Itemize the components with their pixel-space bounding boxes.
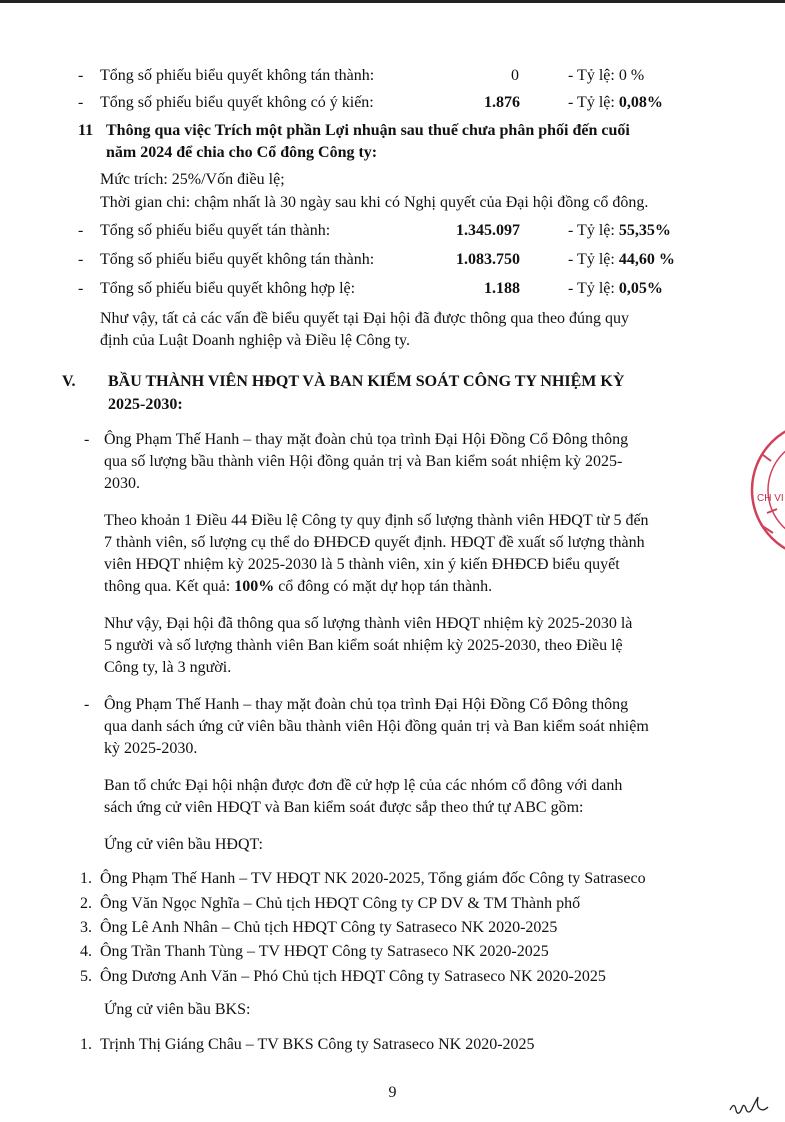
paragraph-line: Như vậy, Đại hội đã thông qua số lượng thành viên HĐQT nhiệm kỳ 2025-2030 là xyxy=(104,615,633,632)
paragraph-line: qua số lượng bầu thành viên Hội đồng quản trị và Ban kiểm soát nhiệm kỳ 2025- xyxy=(104,453,623,470)
section-title: 2025-2030: xyxy=(108,396,183,413)
vote-count: 0 xyxy=(511,67,519,84)
hdqt-heading: Ứng cử viên bầu HĐQT: xyxy=(104,836,263,853)
bullet-dash: - xyxy=(78,251,84,268)
candidate-item: Ông Dương Anh Văn – Phó Chủ tịch HĐQT Công ty Satraseco NK 2020-2025 xyxy=(100,968,606,985)
list-number: 2. xyxy=(80,895,92,912)
paragraph-line: viên HĐQT nhiệm kỳ 2025-2030 là 5 thành viên, xin ý kiến ĐHĐCĐ biểu quyết xyxy=(104,556,620,573)
vote-label: Tổng số phiếu biểu quyết không tán thành: xyxy=(100,251,375,268)
page-number: 9 xyxy=(388,1084,397,1101)
summary-text: Như vậy, tất cả các vấn đề biểu quyết tại Đại hội đã được thông qua theo đúng quy xyxy=(100,310,630,327)
vote-label: Tổng số phiếu biểu quyết tán thành: xyxy=(100,222,331,239)
paragraph-line: qua danh sách ứng cử viên bầu thành viên Hội đồng quản trị và Ban kiểm soát nhiệm xyxy=(104,718,649,735)
candidate-item: Trịnh Thị Giáng Châu – TV BKS Công ty Satraseco NK 2020-2025 xyxy=(100,1036,535,1053)
bullet-dash: - xyxy=(78,67,84,84)
summary-text: định của Luật Doanh nghiệp và Điều lệ Công ty. xyxy=(100,332,410,349)
bullet-dash: - xyxy=(78,94,84,111)
vote-label: Tổng số phiếu biểu quyết không hợp lệ: xyxy=(100,280,356,297)
list-number: 1. xyxy=(80,870,92,887)
candidate-item: Ông Lê Anh Nhân – Chủ tịch HĐQT Công ty Satraseco NK 2020-2025 xyxy=(100,919,558,936)
paragraph-line: Công ty, là 3 người. xyxy=(104,659,232,676)
candidate-item: Ông Trần Thanh Tùng – TV HĐQT Công ty Satraseco NK 2020-2025 xyxy=(100,943,549,960)
list-number: 4. xyxy=(80,943,92,960)
list-number: 5. xyxy=(80,968,92,985)
bullet-dash: - xyxy=(84,431,90,448)
bullet-dash: - xyxy=(84,696,90,713)
signature-mark xyxy=(728,1094,772,1116)
paragraph-line: 2030. xyxy=(104,475,140,492)
item-title: Thông qua việc Trích một phần Lợi nhuận sau thuế chưa phân phối đến cuối xyxy=(106,122,630,139)
vote-ratio: - Tỷ lệ: 44,60 % xyxy=(568,251,675,268)
paragraph-line: Ông Phạm Thế Hanh – thay mặt đoàn chủ tọa trình Đại Hội Đồng Cổ Đông thông xyxy=(104,696,629,713)
list-number: 3. xyxy=(80,919,92,936)
paragraph-line: sách ứng cử viên HĐQT và Ban kiểm soát được sắp theo thứ tự ABC gồm: xyxy=(104,799,584,816)
vote-count: 1.345.097 xyxy=(456,222,520,239)
vote-count: 1.083.750 xyxy=(456,251,520,268)
paragraph-line: thông qua. Kết quả: 100% cổ đông có mặt dự họp tán thành. xyxy=(104,578,493,595)
paragraph-line: kỳ 2025-2030. xyxy=(104,740,198,757)
vote-count: 1.188 xyxy=(484,280,520,297)
vote-ratio: - Tỷ lệ: 0 % xyxy=(568,67,645,84)
detail-text: Thời gian chi: chậm nhất là 30 ngày sau khi có Nghị quyết của Đại hội đồng cổ đông. xyxy=(100,194,649,211)
paragraph-line: Ông Phạm Thế Hanh – thay mặt đoàn chủ tọa trình Đại Hội Đồng Cổ Đông thông xyxy=(104,431,629,448)
bks-heading: Ứng cử viên bầu BKS: xyxy=(104,1001,251,1018)
bullet-dash: - xyxy=(78,222,84,239)
vote-ratio: - Tỷ lệ: 0,08% xyxy=(568,94,663,111)
vote-label: Tổng số phiếu biểu quyết không có ý kiến: xyxy=(100,94,374,111)
bullet-dash: - xyxy=(78,280,84,297)
stamp-text: CH VI xyxy=(757,493,784,504)
list-number: 1. xyxy=(80,1036,92,1053)
item-number: 11 xyxy=(78,122,94,139)
vote-label: Tổng số phiếu biểu quyết không tán thành: xyxy=(100,67,375,84)
paragraph-line: Ban tổ chức Đại hội nhận được đơn đề cử hợp lệ của các nhóm cổ đông với danh xyxy=(104,777,623,794)
paragraph-line: 5 người và số lượng thành viên Ban kiểm soát nhiệm kỳ 2025-2030, theo Điều lệ xyxy=(104,637,623,654)
vote-ratio: - Tỷ lệ: 55,35% xyxy=(568,222,671,239)
detail-text: Mức trích: 25%/Vốn điều lệ; xyxy=(100,171,285,188)
candidate-item: Ông Phạm Thế Hanh – TV HĐQT NK 2020-2025, Tổng giám đốc Công ty Satraseco xyxy=(100,870,646,887)
paragraph-line: Theo khoản 1 Điều 44 Điều lệ Công ty quy định số lượng thành viên HĐQT từ 5 đến xyxy=(104,512,649,529)
section-title: BẦU THÀNH VIÊN HĐQT VÀ BAN KIỂM SOÁT CÔNG TY NHIỆM KỲ xyxy=(108,373,625,390)
item-title: năm 2024 để chia cho Cổ đông Công ty: xyxy=(106,144,378,161)
top-scan-edge xyxy=(0,0,785,3)
vote-count: 1.876 xyxy=(484,94,520,111)
paragraph-line: 7 thành viên, số lượng cụ thể do ĐHĐCĐ quyết định. HĐQT đề xuất số lượng thành xyxy=(104,534,645,551)
section-numeral: V. xyxy=(62,373,76,390)
vote-ratio: - Tỷ lệ: 0,05% xyxy=(568,280,663,297)
candidate-item: Ông Văn Ngọc Nghĩa – Chủ tịch HĐQT Công ty CP DV & TM Thành phố xyxy=(100,895,581,912)
